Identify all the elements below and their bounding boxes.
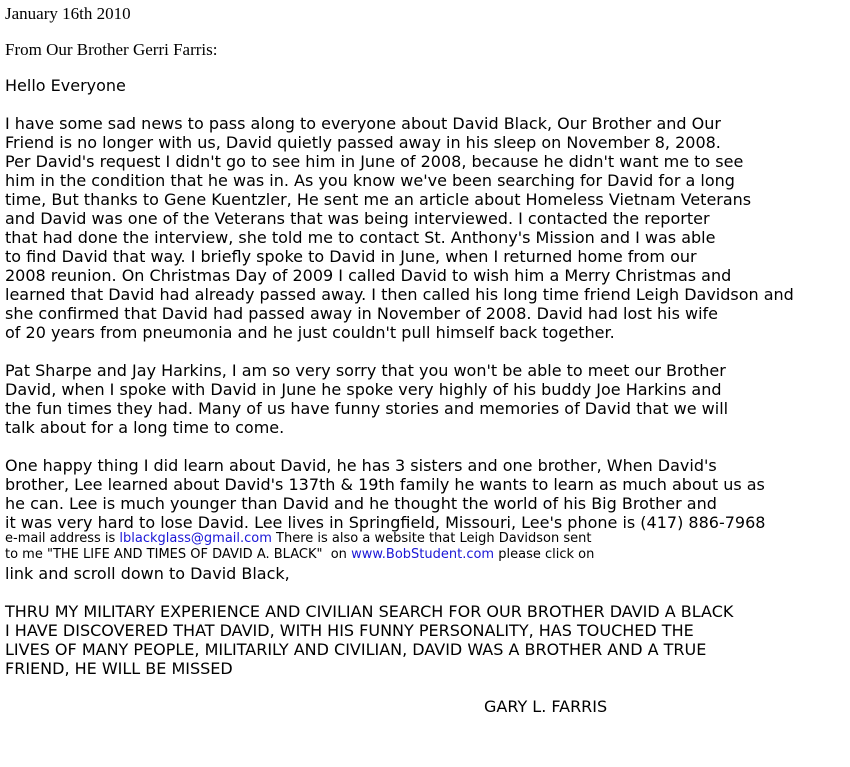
paragraph-line: 2008 reunion. On Christmas Day of 2009 I called David to wish him a Merry Christmas and [5, 266, 732, 285]
greeting-text: Hello Everyone [5, 76, 126, 95]
paragraph-sad-news [5, 114, 794, 342]
paragraph-line: he can. Lee is much younger than David and he thought the world of his Big Brother and [5, 494, 717, 513]
paragraph-line: talk about for a long time to come. [5, 418, 285, 437]
email-link[interactable]: lblackglass@gmail.com [119, 531, 272, 546]
paragraph-line: David, when I spoke with David in June he spoke very highly of his buddy Joe Harkins and [5, 380, 722, 399]
scroll-line: link and scroll down to David Black, [5, 564, 290, 583]
website-prefix: to me "THE LIFE AND TIMES OF DAVID A. BLACK" on [5, 547, 352, 562]
email-prefix: e-mail address is [5, 531, 120, 546]
paragraph-line: and David was one of the Veterans that was being interviewed. I contacted the reporter [5, 209, 710, 228]
email-line [5, 531, 594, 547]
closing-line: FRIEND, HE WILL BE MISSED [5, 659, 233, 678]
closing-paragraph [5, 602, 733, 678]
paragraph-line: learned that David had already passed away. I then called his long time friend Leigh Davidson and [5, 285, 794, 304]
signature: GARY L. FARRIS [484, 697, 608, 716]
paragraph-line: to find David that way. I briefly spoke to David in June, when I returned home from our [5, 247, 697, 266]
contact-info [5, 531, 594, 563]
paragraph-line: time, But thanks to Gene Kuentzler, He sent me an article about Homeless Vietnam Veterans [5, 190, 752, 209]
email-suffix: There is also a website that Leigh Davidson sent [271, 531, 592, 546]
paragraph-line: Per David's request I didn't go to see him in June of 2008, because he didn't want me to see [5, 152, 744, 171]
paragraph-line: the fun times they had. Many of us have funny stories and memories of David that we will [5, 399, 729, 418]
paragraph-line: him in the condition that he was in. As you know we've been searching for David for a long [5, 171, 735, 190]
paragraph-line: of 20 years from pneumonia and he just couldn't pull himself back together. [5, 323, 615, 342]
paragraph-line: I have some sad news to pass along to everyone about David Black, Our Brother and Our [5, 114, 721, 133]
greeting [5, 76, 126, 95]
letter-date: January 16th 2010 [5, 4, 131, 23]
paragraph-line: One happy thing I did learn about David, he has 3 sisters and one brother, When David's [5, 456, 717, 475]
website-line [5, 547, 594, 563]
website-link[interactable]: www.BobStudent.com [351, 547, 495, 562]
paragraph-line: she confirmed that David had passed away in November of 2008. David had lost his wife [5, 304, 718, 323]
paragraph-line: it was very hard to lose David. Lee lives in Springfield, Missouri, Lee's phone is (417) 886-7968 [5, 513, 766, 532]
from-line: From Our Brother Gerri Farris: [5, 40, 218, 59]
closing-line: I HAVE DISCOVERED THAT DAVID, WITH HIS FUNNY PERSONALITY, HAS TOUCHED THE [5, 621, 694, 640]
scroll-instruction [5, 564, 290, 583]
paragraph-family [5, 456, 765, 532]
closing-line: LIVES OF MANY PEOPLE, MILITARILY AND CIVILIAN, DAVID WAS A BROTHER AND A TRUE [5, 640, 707, 659]
paragraph-harkins [5, 361, 728, 437]
paragraph-line: Pat Sharpe and Jay Harkins, I am so very sorry that you won't be able to meet our Brother [5, 361, 726, 380]
paragraph-line: Friend is no longer with us, David quietly passed away in his sleep on November 8, 2008. [5, 133, 721, 152]
paragraph-line: brother, Lee learned about David's 137th & 19th family he wants to learn as much about us as [5, 475, 765, 494]
paragraph-line: that had done the interview, she told me to contact St. Anthony's Mission and I was able [5, 228, 716, 247]
closing-line: THRU MY MILITARY EXPERIENCE AND CIVILIAN SEARCH FOR OUR BROTHER DAVID A BLACK [5, 602, 734, 621]
website-suffix: please click on [494, 547, 595, 562]
